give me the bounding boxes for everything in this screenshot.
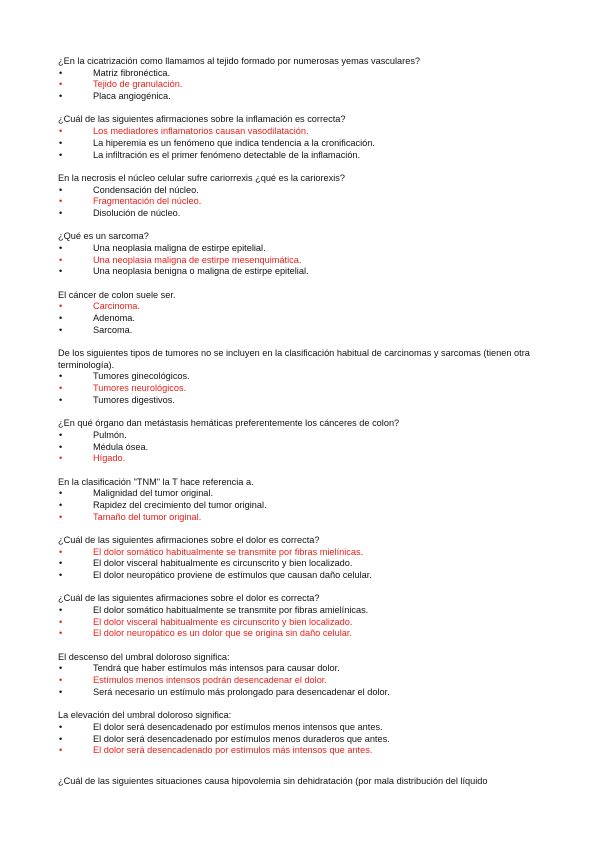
option-text: El dolor será desencadenado por estímulos más intensos que antes. [93,745,373,756]
bullet-icon: • [59,570,63,581]
question-block [58,231,558,278]
option-text: La hiperemia es un fenómeno que indica tendencia a la cronificación. [93,137,375,148]
option-text: Sarcoma. [93,324,133,335]
options-list [58,126,558,161]
question-block [58,56,558,103]
option [58,150,558,162]
option [58,395,558,407]
bullet-icon: • [59,686,63,697]
option-correct [58,453,558,465]
option [58,442,558,454]
question-text: La elevación del umbral doloroso significa: [58,710,232,721]
question-block [58,477,558,524]
option [58,722,558,734]
question-text: ¿Cuál de las siguientes afirmaciones sobre el dolor es correcta? [58,534,320,545]
question-text: ¿Qué es un sarcoma? [58,231,149,242]
document-body [58,56,558,769]
option-correct [58,628,558,640]
option [58,570,558,582]
option-correct [58,512,558,524]
bullet-icon: • [59,324,63,335]
bullet-icon: • [59,137,63,148]
question-block [58,652,558,699]
option [58,266,558,278]
bullet-icon: • [59,441,63,452]
option [58,488,558,500]
option-text: Será necesario un estímulo más prolongado para desencadenar el dolor. [93,686,390,697]
option [58,325,558,337]
bullet-icon: • [59,67,63,78]
bullet-icon: • [59,149,63,160]
question-block [58,348,558,407]
option [58,430,558,442]
option-correct [58,301,558,313]
option-text: La infiltración es el primer fenómeno detectable de la inflamación. [93,149,361,160]
option-text: Rapidez del crecimiento del tumor original. [93,499,267,510]
question-block [58,418,558,465]
options-list [58,185,558,220]
option-correct [58,255,558,267]
option-text: El dolor somático habitualmente se transmite por fibras mielínicas. [93,546,364,557]
option-correct [58,79,558,91]
option-correct [58,675,558,687]
option-text: Matriz fibronéctica. [93,67,171,78]
option-text: Malignidad del tumor original. [93,488,214,499]
option-text: Tumores ginecológicos. [93,371,190,382]
bullet-icon: • [59,721,63,732]
bullet-icon: • [59,196,63,207]
option-correct [58,383,558,395]
option-text: El dolor será desencadenado por estímulos menos intensos que antes. [93,721,383,732]
option-text: Tumores digestivos. [93,394,175,405]
question-text: En la necrosis el núcleo celular sufre cariorrexis ¿qué es la cariorexis? [58,172,345,183]
option [58,687,558,699]
options-list [58,488,558,523]
option [58,208,558,220]
bullet-icon: • [59,394,63,405]
bullet-icon: • [59,546,63,557]
option-text: Tejido de granulación. [93,79,183,90]
option-text: El dolor será desencadenado por estímulos menos duraderos que antes. [93,733,390,744]
option-correct [58,745,558,757]
option-text: Pulmón. [93,429,127,440]
option-text: Adenoma. [93,313,135,324]
bullet-icon: • [59,499,63,510]
option-correct [58,126,558,138]
option [58,734,558,746]
bullet-icon: • [59,184,63,195]
question-block [58,593,558,640]
trailing-question: ¿Cuál de las siguientes situaciones causa hipovolemia sin dehidratación (por mala distribución del líquido [58,776,488,786]
option-text: Fragmentación del núcleo. [93,196,202,207]
bullet-icon: • [59,745,63,756]
bullet-icon: • [59,79,63,90]
option-text: Una neoplasia maligna de estirpe mesenquimática. [93,254,302,265]
option-text: Médula ósea. [93,441,149,452]
option-correct [58,547,558,559]
options-list [58,663,558,698]
option-text: Tamaño del tumor original. [93,511,202,522]
question-block [58,535,558,582]
option-text: El dolor somático habitualmente se transmite por fibras amielínicas. [93,605,369,616]
options-list [58,547,558,582]
option [58,138,558,150]
option-correct [58,196,558,208]
bullet-icon: • [59,558,63,569]
question-block [58,173,558,220]
option-text: Carcinoma. [93,301,140,312]
option-text: El dolor visceral habitualmente es circunscrito y bien localizado. [93,616,353,627]
options-list [58,301,558,336]
question-text: El descenso del umbral doloroso significa: [58,651,230,662]
bullet-icon: • [59,207,63,218]
question-text: ¿Cuál de las siguientes afirmaciones sobre la inflamación es correcta? [58,114,346,125]
question-text: En la clasificación "TNM" la T hace referencia a. [58,476,254,487]
options-list [58,430,558,465]
options-list [58,371,558,406]
option-text: Tendrá que haber estímulos más intensos para causar dolor. [93,663,340,674]
question-block [58,710,558,757]
option [58,185,558,197]
option [58,663,558,675]
option-text: Una neoplasia benigna o maligna de estirpe epitelial. [93,266,309,277]
option-text: Condensación del núcleo. [93,184,199,195]
options-list [58,243,558,278]
bullet-icon: • [59,301,63,312]
option [58,68,558,80]
question-text: ¿Cuál de las siguientes afirmaciones sobre el dolor es correcta? [58,593,320,604]
option-correct [58,617,558,629]
bullet-icon: • [59,511,63,522]
bullet-icon: • [59,383,63,394]
bullet-icon: • [59,488,63,499]
option [58,371,558,383]
bullet-icon: • [59,453,63,464]
question-block [58,290,558,337]
option-text: El dolor neuropático proviene de estímulos que causan daño celular. [93,570,372,581]
option-text: El dolor visceral habitualmente es circunscrito y bien localizado. [93,558,353,569]
bullet-icon: • [59,242,63,253]
bullet-icon: • [59,266,63,277]
option [58,243,558,255]
question-text: El cáncer de colon suele ser. [58,289,176,300]
option-text: Una neoplasia maligna de estirpe epitelial. [93,242,266,253]
bullet-icon: • [59,371,63,382]
bullet-icon: • [59,313,63,324]
option-text: Disolución de núcleo. [93,207,181,218]
bullet-icon: • [59,628,63,639]
option-text: Estímulos menos intensos podrán desencadenar el dolor. [93,675,327,686]
question-block [58,114,558,161]
options-list [58,605,558,640]
bullet-icon: • [59,91,63,102]
bullet-icon: • [59,429,63,440]
bullet-icon: • [59,126,63,137]
option [58,91,558,103]
option [58,558,558,570]
question-text: De los siguientes tipos de tumores no se incluyen en la clasificación habitual de carcinomas y sarcomas (tienen otra terminología). [58,348,530,370]
bullet-icon: • [59,616,63,627]
option-text: El dolor neuropático es un dolor que se origina sin daño celular. [93,628,352,639]
option [58,605,558,617]
bullet-icon: • [59,254,63,265]
question-text: ¿En qué órgano dan metástasis hemáticas preferentemente los cánceres de colon? [58,418,400,429]
option-text: Los mediadores inflamatorios causan vasodilatación. [93,126,309,137]
option [58,313,558,325]
options-list [58,722,558,757]
bullet-icon: • [59,605,63,616]
question-text: ¿En la cicatrización como llamamos al tejido formado por numerosas yemas vasculares? [58,56,421,66]
option-text: Tumores neurológicos. [93,383,187,394]
option [58,500,558,512]
option-text: Placa angiogénica. [93,91,171,102]
bullet-icon: • [59,663,63,674]
bullet-icon: • [59,675,63,686]
options-list [58,68,558,103]
option-text: Hígado. [93,453,126,464]
bullet-icon: • [59,733,63,744]
